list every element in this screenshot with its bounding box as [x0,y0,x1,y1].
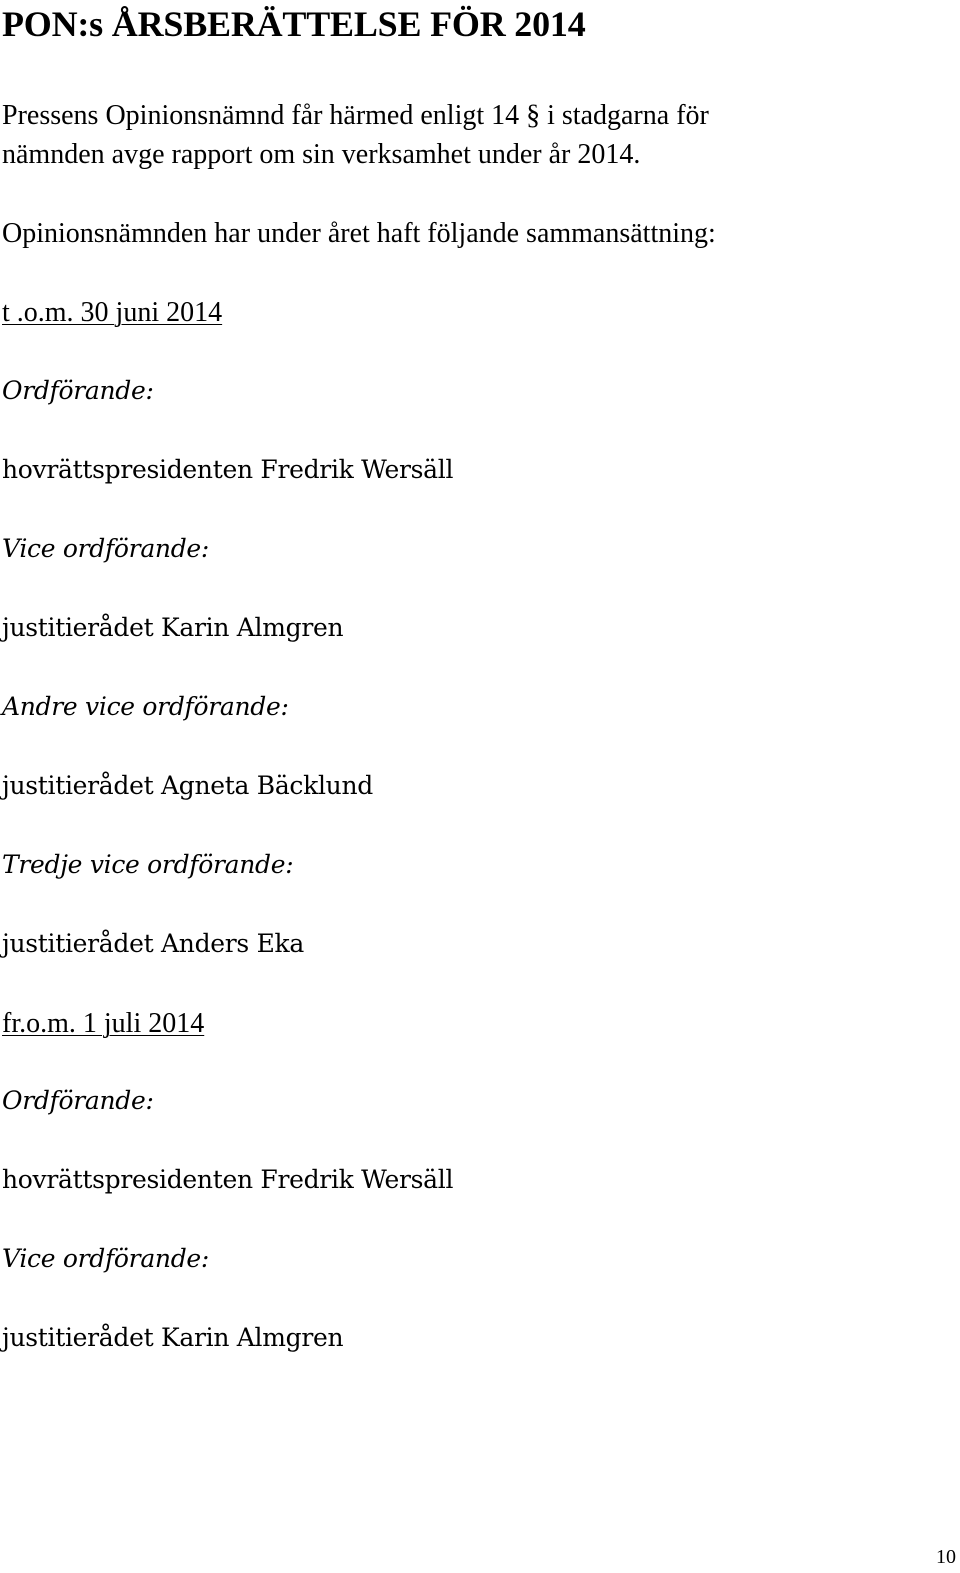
page-number: 10 [936,1546,956,1568]
role-label-chair: Ordförande: [2,376,154,405]
member-name-vice-chair-2: justitierådet Karin Almgren [2,1323,344,1352]
member-name-chair-2: hovrättspresidenten Fredrik Wersäll [2,1165,454,1194]
role-label-third-vice-chair: Tredje vice ordförande: [2,850,294,879]
member-name-second-vice-chair: justitierådet Agneta Bäcklund [2,771,373,800]
role-label-vice-chair-2: Vice ordförande: [2,1244,210,1273]
period-heading-until-june: t .o.m. 30 juni 2014 [2,297,223,328]
intro-paragraph-line-1: Pressens Opinionsnämnd får härmed enligt 14 § i stadgarna för [2,100,709,131]
member-name-third-vice-chair: justitierådet Anders Eka [2,929,304,958]
period-heading-from-july: fr.o.m. 1 juli 2014 [2,1008,205,1039]
intro-paragraph-line-2: nämnden avge rapport om sin verksamhet under år 2014. [2,139,641,170]
role-label-vice-chair: Vice ordförande: [2,534,210,563]
member-name-vice-chair: justitierådet Karin Almgren [2,613,344,642]
document-title: PON:s ÅRSBERÄTTELSE FÖR 2014 [2,4,586,44]
member-name-chair: hovrättspresidenten Fredrik Wersäll [2,455,454,484]
role-label-second-vice-chair: Andre vice ordförande: [2,692,289,721]
role-label-chair-2: Ordförande: [2,1086,154,1115]
composition-intro: Opinionsnämnden har under året haft följande sammansättning: [2,218,716,249]
